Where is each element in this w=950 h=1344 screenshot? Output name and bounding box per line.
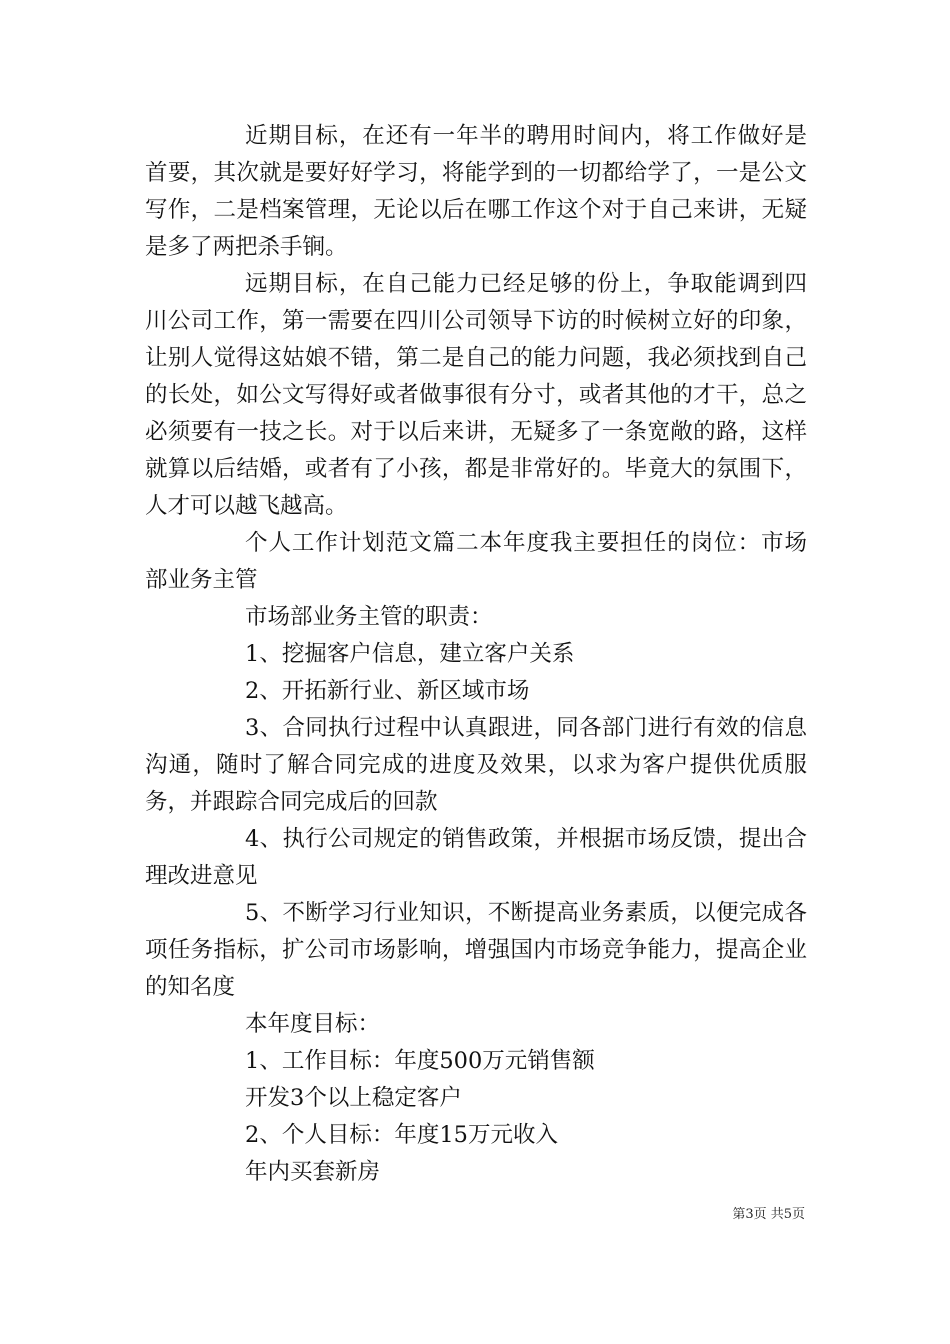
page-number: 第3页 共5页 — [732, 1207, 805, 1222]
duty-item-4: 4、执行公司规定的销售政策，并根据市场反馈，提出合理改进意见 — [145, 826, 807, 889]
paragraph-short-term-goal: 近期目标，在还有一年半的聘用时间内，将工作做好是首要，其次就是要好好学习，将能学到的一切都给学了，一是公文写作，二是档案管理，无论以后在哪工作这个对于自己来讲，无疑是多了两把杀手锏。 — [145, 123, 807, 260]
duties-title: 市场部业务主管的职责： — [245, 604, 493, 630]
goal-item-2: 2、个人目标：年度15万元收入 — [245, 1122, 558, 1148]
goal-item-1-detail: 开发3个以上稳定客户 — [245, 1085, 462, 1111]
goal-item-1: 1、工作目标：年度500万元销售额 — [245, 1048, 595, 1074]
goals-title: 本年度目标： — [245, 1011, 381, 1037]
duty-item-2: 2、开拓新行业、新区域市场 — [245, 678, 530, 704]
paragraph-position-heading: 个人工作计划范文篇二本年度我主要担任的岗位：市场部业务主管 — [145, 530, 807, 593]
duty-item-3: 3、合同执行过程中认真跟进，同各部门进行有效的信息沟通，随时了解合同完成的进度及效果，以求为客户提供优质服务，并跟踪合同完成后的回款 — [145, 715, 807, 815]
document-body — [145, 118, 807, 1191]
goal-item-2-detail: 年内买套新房 — [245, 1159, 381, 1185]
duty-item-5: 5、不断学习行业知识，不断提高业务素质，以便完成各项任务指标，扩公司市场影响，增强国内市场竞争能力，提高企业的知名度 — [145, 900, 807, 1000]
duty-item-1: 1、挖掘客户信息，建立客户关系 — [245, 641, 575, 667]
paragraph-long-term-goal: 远期目标，在自己能力已经足够的份上，争取能调到四川公司工作，第一需要在四川公司领导下访的时候树立好的印象，让别人觉得这姑娘不错，第二是自己的能力问题，我必须找到自己的长处，如公文写得好或者做事很有分寸，或者其他的才干，总之必须要有一技之长。对于以后来讲，无疑多了一条宽敞的路，这样就算以后结婚，或者有了小孩，都是非常好的。毕竟大的氛围下，人才可以越飞越高。 — [145, 271, 807, 519]
